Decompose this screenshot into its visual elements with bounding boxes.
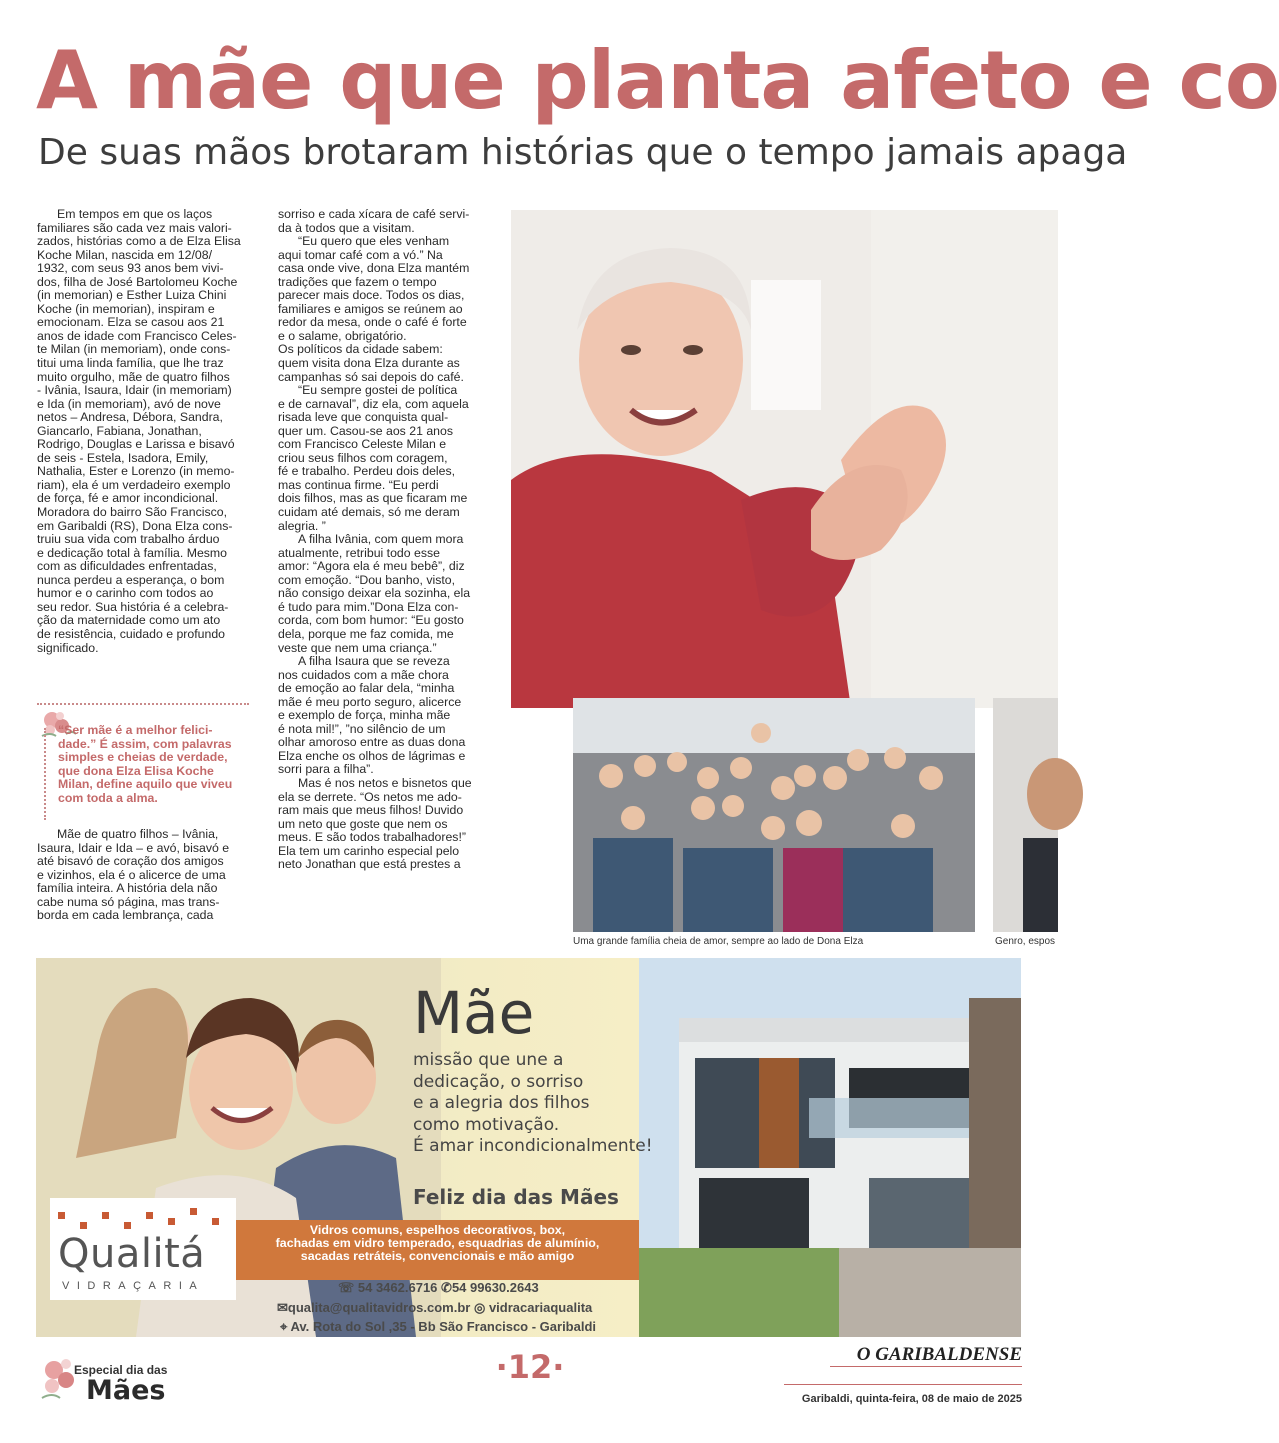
- text-line: da à todos que a visitam.: [278, 220, 415, 235]
- text-line: corda, com bom humor: “Eu gosto: [278, 613, 464, 628]
- text-line: “Ser mãe é a melhor felici-: [58, 723, 213, 737]
- text-line: e a alegria dos filhos: [413, 1093, 590, 1114]
- text-line: com Francisco Celeste Milan e: [278, 437, 447, 452]
- text-line: A filha Ivânia, com quem mora: [298, 532, 464, 547]
- text-line: de seis - Estela, Isadora, Emily,: [37, 450, 209, 465]
- text-line: familiares são cada vez mais valori-: [37, 220, 232, 235]
- text-line: meus. E são todos trabalhadores!”: [278, 830, 466, 845]
- dateline: Garibaldi, quinta-feira, 08 de maio de 2025: [801, 1393, 1022, 1405]
- text-line: ção da maternidade como um ato: [37, 613, 221, 628]
- text-line: veste que nem uma criança.”: [278, 640, 437, 655]
- text-line: mãe é meu porto seguro, alicerce: [278, 694, 462, 709]
- text-line: É amar incondicionalmente!: [413, 1136, 653, 1157]
- text-line: A filha Isaura que se reveza: [298, 654, 450, 669]
- text-line: amor: “Agora ela é meu bebê”, diz: [278, 559, 465, 574]
- text-line: truiu sua vida com trabalho árduo: [37, 532, 220, 547]
- text-line: Koche (in memorian), inspiram e: [37, 301, 215, 316]
- footer-flower-icon: [36, 1352, 84, 1409]
- logo-wordmark: Qualitá: [58, 1231, 206, 1277]
- email: qualita@qualitavidros.com.br: [287, 1300, 471, 1315]
- logo-subtitle: VIDRAÇARIA: [62, 1280, 205, 1292]
- contact-phones: [338, 1280, 539, 1296]
- text-line: olhar amoroso entre as duas dona: [278, 735, 466, 750]
- text-line: nunca perdeu a esperança, o bom: [37, 572, 225, 587]
- text-line: dedicação, o sorriso: [413, 1071, 584, 1092]
- text-line: criou seus filhos com coragem,: [278, 450, 448, 465]
- text-line: titui uma linda família, que lhe traz: [37, 356, 224, 371]
- text-line: de resistência, cuidado e profundo: [37, 626, 225, 641]
- text-line: dela, porque me faz comida, me: [278, 626, 454, 641]
- text-line: simples e cheias de verdade,: [58, 750, 228, 765]
- subheadline: De suas mãos brotaram histórias que o tempo jamais apaga: [38, 132, 1128, 173]
- text-line: atualmente, retribui todo esse: [278, 545, 441, 560]
- text-line: dos, filha de José Bartolomeu Koche: [37, 274, 238, 289]
- address: Av. Rota do Sol ,35 - Bb São Francisco - Garibaldi: [290, 1319, 597, 1334]
- text-line: Rodrigo, Douglas e Larissa e bisavó: [37, 437, 235, 452]
- text-line: é nota mil!”, ”no silêncio de um: [278, 721, 446, 736]
- ad-greeting: Feliz dia das Mães: [413, 1185, 619, 1209]
- phone: 54 3462.6716: [357, 1280, 438, 1295]
- text-line: Os políticos da cidade sabem:: [278, 342, 443, 357]
- text-line: como motivação.: [413, 1114, 560, 1135]
- newspaper-name: O GARIBALDENSE: [856, 1344, 1022, 1365]
- text-line: é tudo para mim.”Dona Elza con-: [278, 599, 459, 614]
- text-line: te Milan (in memoriam), onde cons-: [37, 342, 231, 357]
- text-line: 1932, com seus 93 anos bem vivi-: [37, 261, 224, 276]
- text-line: em Garibaldi (RS), Dona Elza cons-: [37, 518, 233, 533]
- pull-quote: [58, 724, 253, 806]
- caption-genro: Genro, espos: [995, 936, 1056, 947]
- instagram-icon: ◎: [473, 1300, 489, 1315]
- text-line: Giancarlo, Fabiana, Jonathan,: [37, 423, 202, 438]
- text-line: sorriso e cada xícara de café servi-: [278, 207, 470, 221]
- text-line: até bisavó de coração dos amigos: [37, 854, 224, 869]
- text-line: de emoção ao falar dela, “minha: [278, 681, 455, 696]
- text-line: seu redor. Sua história é a celebra-: [37, 599, 229, 614]
- text-line: um neto que goste que nem os: [278, 816, 448, 831]
- text-line: e Ida (in memoriam), avó de nove: [37, 396, 221, 411]
- text-line: missão que une a: [413, 1050, 564, 1070]
- text-line: cabe numa só página, mas trans-: [37, 894, 220, 909]
- text-line: risada leve que conquista qual-: [278, 410, 449, 425]
- text-line: Mãe de quatro filhos – Ivânia,: [57, 827, 219, 841]
- text-line: quem visita dona Elza durante as: [278, 356, 460, 371]
- qualita-advertisement: [36, 958, 1021, 1337]
- text-line: de força, fé e amor incondicional.: [37, 491, 219, 506]
- text-line: emocionam. Elza se casou aos 21: [37, 315, 225, 330]
- text-line: (in memorian) e Esther Luiza Chini: [37, 288, 227, 303]
- text-line: Vidros comuns, espelhos decorativos, box,: [309, 1223, 566, 1237]
- text-line: Mas é nos netos e bisnetos que: [298, 775, 472, 790]
- whatsapp: 54 99630.2643: [451, 1280, 539, 1295]
- text-line: aqui tomar café com a vó.” Na: [278, 247, 443, 262]
- text-line: ela se derrete. “Os netos me ado-: [278, 789, 462, 804]
- text-line: com as dificuldades enfrentadas,: [37, 559, 217, 574]
- text-line: parecer mais doce. Todos os dias,: [278, 288, 465, 303]
- photo-dona-elza: [511, 210, 1058, 708]
- text-line: família inteira. A história dela não: [37, 881, 218, 896]
- text-line: quer um. Casou-se aos 21 anos: [278, 423, 453, 438]
- text-line: Milan, define aquilo que viveu: [58, 777, 233, 792]
- caption-family: Uma grande família cheia de amor, sempre ao lado de Dona Elza: [573, 936, 864, 947]
- email-icon: ✉: [277, 1300, 288, 1315]
- photo-family: [573, 698, 975, 932]
- text-line: alegria. ”: [278, 518, 326, 533]
- text-line: redor da mesa, onde o café é forte: [278, 315, 467, 330]
- contact-online: [277, 1300, 592, 1316]
- article-column-1: [37, 208, 249, 655]
- text-line: “Eu sempre gostei de política: [298, 383, 458, 398]
- text-line: zados, histórias como a de Elza Elisa: [37, 234, 241, 249]
- text-line: mas continua firme. “Eu perdi: [278, 477, 439, 492]
- text-line: muito orgulho, mãe de quatro filhos: [37, 369, 230, 384]
- text-line: e vizinhos, ela é o alicerce de uma: [37, 867, 226, 882]
- text-line: neto Jonathan que está prestes a: [278, 857, 461, 872]
- text-line: sorri para a filha”.: [278, 762, 374, 777]
- ad-body: [413, 1050, 673, 1158]
- text-line: Ela tem um carinho especial pelo: [278, 843, 460, 858]
- article-column-1b: [37, 828, 249, 923]
- text-line: tradições que fazem o tempo: [278, 274, 437, 289]
- text-line: e exemplo de força, minha mãe: [278, 708, 451, 723]
- page-number: ·12·: [495, 1348, 565, 1386]
- instagram: vidracariaqualita: [488, 1300, 593, 1315]
- text-line: humor e o carinho com todos ao: [37, 586, 214, 601]
- text-line: e de carnaval”, diz ela, com aquela: [278, 396, 469, 411]
- text-line: dade.” É assim, com palavras: [58, 736, 232, 751]
- text-line: netos – Andresa, Débora, Sandra,: [37, 410, 223, 425]
- divider-dotted: [37, 703, 249, 705]
- quote-bar: [44, 728, 48, 820]
- article-column-2: [278, 208, 492, 872]
- footer-rule: [784, 1384, 1022, 1385]
- whatsapp-icon: ✆: [441, 1280, 452, 1295]
- location-pin-icon: ⌖: [280, 1319, 291, 1334]
- ad-title: Mãe: [413, 979, 535, 1047]
- text-line: e o salame, obrigatório.: [278, 328, 407, 343]
- text-line: e dedicação total à família. Mesmo: [37, 545, 228, 560]
- text-line: significado.: [37, 640, 99, 655]
- contact-address: [280, 1319, 596, 1335]
- ad-house-photo: [639, 958, 1021, 1337]
- headline: A mãe que planta afeto e co: [36, 34, 1279, 127]
- text-line: fé e trabalho. Perdeu dois deles,: [278, 464, 456, 479]
- text-line: sacadas retráteis, convencionais e mão amigo: [300, 1249, 575, 1263]
- text-line: - Ivânia, Isaura, Idair (in memoriam): [37, 383, 232, 398]
- text-line: “Eu quero que eles venham: [298, 234, 450, 249]
- text-line: Em tempos em que os laços: [57, 207, 213, 221]
- text-line: cuidam até demais, só me deram: [278, 505, 460, 520]
- text-line: ram mais que meus filhos! Duvido: [278, 803, 464, 818]
- text-line: Moradora do bairro São Francisco,: [37, 505, 228, 520]
- text-line: anos de idade com Francisco Celes-: [37, 328, 237, 343]
- photo-genro: [993, 698, 1058, 932]
- text-line: fachadas em vidro temperado, esquadrias de alumínio,: [275, 1236, 600, 1250]
- text-line: com toda a alma.: [58, 790, 158, 805]
- text-line: não consigo deixar ela sozinha, ela: [278, 586, 471, 601]
- text-line: Elza enche os olhos de lágrimas e: [278, 748, 466, 763]
- text-line: familiares e amigos se reúnem ao: [278, 301, 463, 316]
- text-line: Koche Milan, nascida em 12/08/: [37, 247, 212, 262]
- ad-services-text: [236, 1224, 639, 1263]
- text-line: que dona Elza Elisa Koche: [58, 763, 214, 778]
- phone-icon: ☏: [338, 1280, 358, 1295]
- text-line: dois filhos, mas as que ficaram me: [278, 491, 468, 506]
- section-title: Mães: [86, 1375, 166, 1406]
- section-label: Especial dia das: [74, 1363, 168, 1377]
- text-line: borda em cada lembrança, cada: [37, 908, 214, 923]
- text-line: nos cuidados com a mãe chora: [278, 667, 449, 682]
- text-line: campanhas só sai depois do café.: [278, 369, 464, 384]
- text-line: Nathalia, Ester e Lorenzo (in memo-: [37, 464, 235, 479]
- text-line: casa onde vive, dona Elza mantém: [278, 261, 470, 276]
- text-line: Isaura, Idair e Ida – e avó, bisavó e: [37, 840, 230, 855]
- footer-rule: [830, 1366, 1022, 1367]
- text-line: riam), ela é um verdadeiro exemplo: [37, 477, 231, 492]
- text-line: com emoção. “Dou banho, visto,: [278, 572, 456, 587]
